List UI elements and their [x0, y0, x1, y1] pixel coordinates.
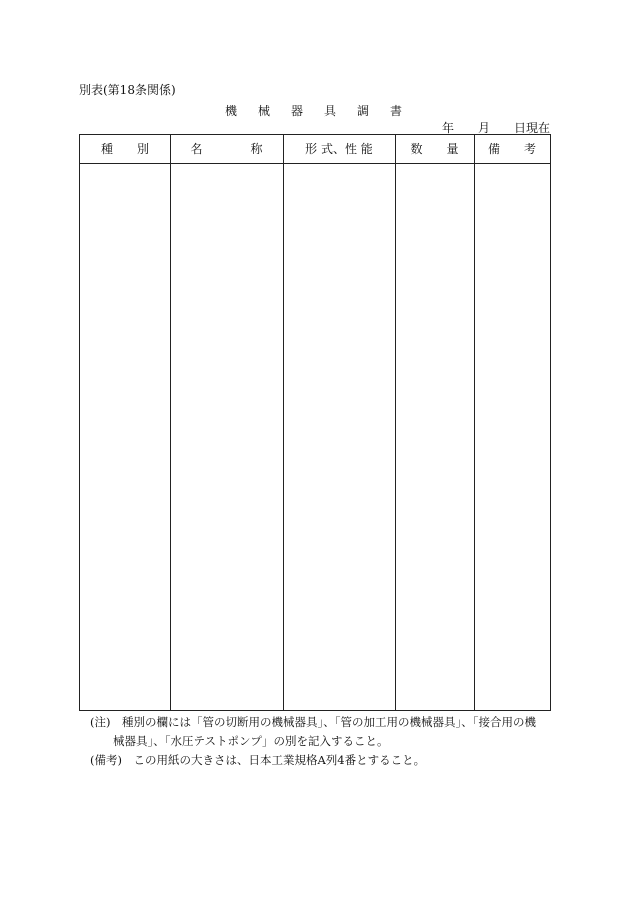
column-header-remarks: 備 考 — [487, 142, 536, 156]
note-1-line-2: 械器具」、「水圧テストポンプ」の別を記入すること。 — [113, 734, 389, 748]
note-2: (備考) この用紙の大きさは、日本工業規格A列4番とすること。 — [90, 753, 426, 767]
date-month: 月 — [477, 121, 490, 135]
title-char: 器 — [291, 104, 304, 118]
title-char: 具 — [324, 104, 337, 118]
reference-label: 別表(第18条関係) — [79, 83, 176, 97]
title-char: 機 — [225, 104, 238, 118]
column-header-quantity: 数 量 — [410, 142, 459, 156]
title-char: 調 — [357, 104, 370, 118]
date-year: 年 — [441, 121, 454, 135]
equipment-table — [79, 134, 551, 711]
column-divider — [170, 135, 171, 710]
note-1-line-1: (注) 種別の欄には「管の切断用の機械器具」、「管の加工用の機械器具」、「接合用の機 — [90, 715, 536, 729]
column-header-model-performance: 形 式、性 能 — [305, 142, 373, 156]
notes-section — [90, 713, 560, 770]
column-divider — [283, 135, 284, 710]
column-divider — [395, 135, 396, 710]
title-char: 械 — [258, 104, 271, 118]
column-header-name: 名 称 — [190, 142, 263, 156]
table-header-row — [80, 135, 550, 164]
title-char: 書 — [390, 104, 403, 118]
column-divider — [474, 135, 475, 710]
document-title — [225, 102, 405, 119]
date-day-current: 日現在 — [513, 121, 550, 135]
column-header-type: 種 別 — [100, 142, 149, 156]
